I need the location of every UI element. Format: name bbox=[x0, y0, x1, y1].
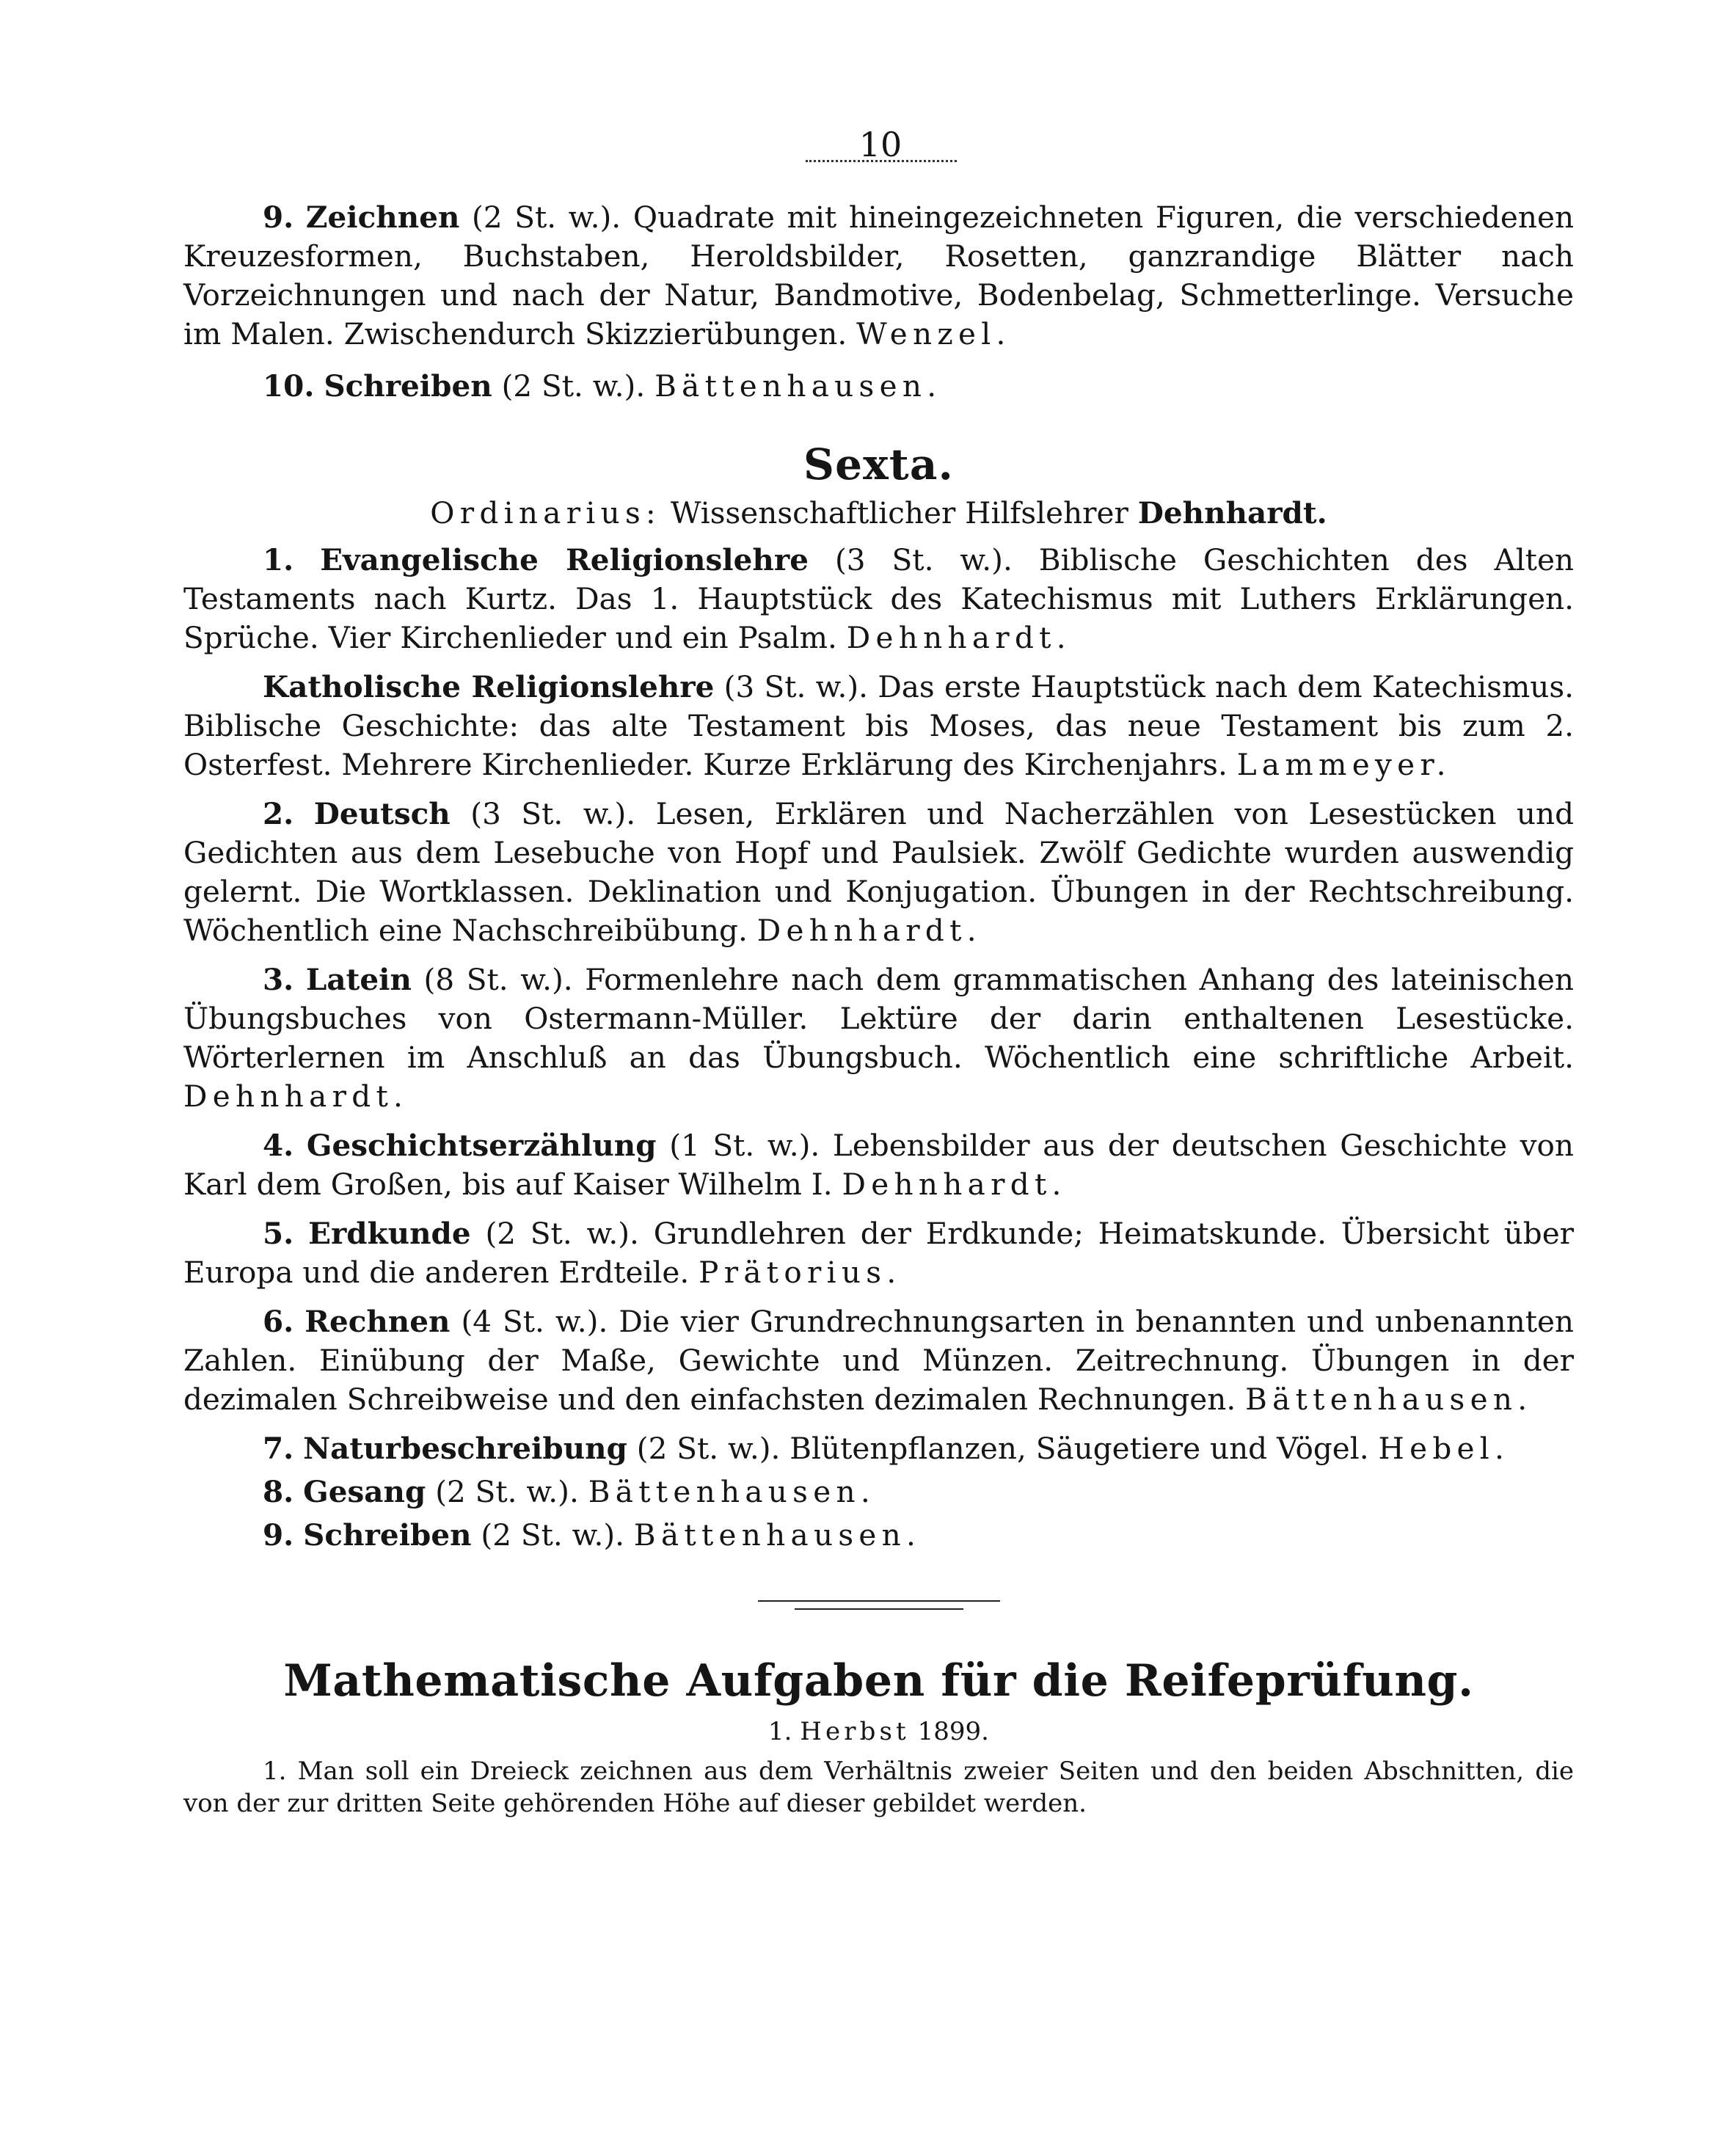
term-year: 1899. bbox=[917, 1717, 989, 1746]
teacher-name: Hebel. bbox=[1378, 1431, 1510, 1466]
teacher-name: Bättenhausen. bbox=[1245, 1382, 1533, 1417]
sexta-item-9 bbox=[183, 1516, 1574, 1555]
quinta-drawing-paragraph bbox=[183, 198, 1574, 354]
sexta-item-3 bbox=[183, 960, 1574, 1116]
exam-section-title: Mathematische Aufgaben für die Reifeprüfung. bbox=[283, 1655, 1474, 1707]
subject-name: Deutsch bbox=[313, 796, 451, 831]
teacher-name: Dehnhardt. bbox=[842, 1167, 1067, 1202]
teacher-name: Lammeyer. bbox=[1236, 747, 1451, 782]
sexta-item-4 bbox=[183, 1126, 1574, 1204]
item-number: 2. bbox=[263, 796, 294, 831]
teacher-name: Dehnhardt. bbox=[183, 1079, 409, 1114]
description: Lesen, Erklären und Nacherzählen von Lesestücken und Gedichten aus dem Lesebuche von Hopf und Paulsiek. Zwölf Gedichte wurden auswendig gelernt. Die Wortklassen. Deklination und Konjugation. Übungen in der Rechtschreibung. Wöchentlich eine Nachschreibübung. bbox=[183, 796, 1575, 948]
teacher-name: Dehnhardt. bbox=[846, 620, 1071, 655]
hours: (3 St. w.). bbox=[834, 542, 1013, 577]
item-number: 1. bbox=[263, 542, 294, 577]
subject-name: Geschichtserzählung bbox=[306, 1128, 657, 1163]
sexta-item-2 bbox=[183, 795, 1574, 950]
subject-name: Naturbeschreibung bbox=[303, 1431, 627, 1466]
hours: (2 St. w.). bbox=[501, 368, 646, 404]
subject-name: Katholische Religionslehre bbox=[263, 669, 715, 704]
hours: (3 St. w.). bbox=[723, 669, 869, 704]
sexta-item-8 bbox=[183, 1473, 1574, 1511]
description: Quadrate mit hineingezeichneten Figuren, die verschiedenen Kreuzesformen, Buchstaben, Heroldsbilder, Rosetten, ganzrandige Blätter nach Vorzeichnungen und nach der Natur, Bandmotive, Bodenbelag, Schmetterlinge. Versuche im Malen. Zwischendurch Skizzierübungen. bbox=[183, 200, 1575, 351]
teacher-name: Bättenhausen. bbox=[633, 1517, 922, 1553]
subject-name: Rechnen bbox=[304, 1304, 451, 1339]
subject-name: Schreiben bbox=[303, 1517, 472, 1553]
subject-name: Latein bbox=[305, 962, 412, 997]
sexta-item-catholic bbox=[183, 668, 1574, 784]
hours: (2 St. w.). bbox=[636, 1431, 781, 1466]
description: Die vier Grundrechnungsarten in benannten und unbenannten Zahlen. Einübung der Maße, Gewichte und Münzen. Zeitrechnung. Übungen in der dezimalen Schreibweise und den einfachsten dezimalen Rechnungen. bbox=[183, 1304, 1575, 1417]
hours: (2 St. w.). bbox=[435, 1474, 579, 1509]
description: Formenlehre nach dem grammatischen Anhang des lateinischen Übungsbuches von Ostermann-Müller. Lektüre der darin enthaltenen Lesestücke. Wörterlernen im Anschluß an das Übungsbuch. Wöchentlich eine schriftliche Arbeit. bbox=[183, 962, 1574, 1075]
hours: (1 St. w.). bbox=[669, 1128, 820, 1163]
description: Blütenpflanzen, Säugetiere und Vögel. bbox=[789, 1431, 1369, 1466]
teacher-name: Bättenhausen. bbox=[654, 368, 942, 404]
item-number: 10. bbox=[263, 368, 315, 404]
ordinarius-label: Ordinarius: bbox=[430, 495, 661, 530]
ordinarius-line bbox=[183, 495, 1574, 530]
description: Biblische Geschichten des Alten Testaments nach Kurtz. Das 1. Hauptstück des Katechismus mit Luthers Erklärungen. Sprüche. Vier Kirchenlieder und ein Psalm. bbox=[183, 542, 1575, 655]
item-number: 6. bbox=[263, 1304, 294, 1339]
item-number: 9. bbox=[263, 1517, 294, 1553]
sexta-item-7 bbox=[183, 1429, 1574, 1468]
description: Grundlehren der Erdkunde; Heimatskunde. Übersicht über Europa und die anderen Erdteile. bbox=[183, 1216, 1575, 1290]
exam-task-1: 1. Man soll ein Dreieck zeichnen aus dem Verhältnis zweier Seiten und den beiden Abschnitten, die von der zur dritten Seite gehörenden Höhe auf dieser gebildet werden. bbox=[183, 1757, 1574, 1818]
item-number: 3. bbox=[263, 962, 294, 997]
hours: (4 St. w.). bbox=[461, 1304, 608, 1339]
section-divider-rule bbox=[758, 1600, 1000, 1602]
sexta-item-6 bbox=[183, 1302, 1574, 1419]
teacher-name: Bättenhausen. bbox=[588, 1474, 876, 1509]
item-number: 8. bbox=[263, 1474, 294, 1509]
subject-name: Zeichnen bbox=[305, 200, 460, 235]
quinta-writing-paragraph bbox=[183, 367, 1574, 406]
term-label: Herbst bbox=[800, 1717, 910, 1746]
teacher-name: Dehnhardt. bbox=[756, 913, 982, 948]
item-number: 9. bbox=[263, 200, 294, 235]
teacher-name: Prätorius. bbox=[699, 1255, 902, 1290]
description: Lebensbilder aus der deutschen Geschichte von Karl dem Großen, bis auf Kaiser Wilhelm I. bbox=[183, 1128, 1575, 1202]
exam-term bbox=[183, 1717, 1574, 1746]
subject-name: Erdkunde bbox=[308, 1216, 471, 1251]
subject-name: Gesang bbox=[303, 1474, 426, 1509]
sexta-item-1 bbox=[183, 541, 1574, 657]
section-divider-rule-short bbox=[795, 1608, 963, 1610]
hours: (8 St. w.). bbox=[423, 962, 573, 997]
hours: (2 St. w.). bbox=[472, 200, 621, 235]
sexta-item-5 bbox=[183, 1214, 1574, 1292]
subject-name: Evangelische Religionslehre bbox=[320, 542, 809, 577]
hours: (2 St. w.). bbox=[485, 1216, 639, 1251]
ordinarius-name: Dehnhardt. bbox=[1137, 495, 1327, 530]
ordinarius-text: Wissenschaftlicher Hilfslehrer bbox=[670, 495, 1128, 530]
description: Das erste Hauptstück nach dem Katechismus. Biblische Geschichte: das alte Testament bis Moses, das neue Testament bis zum 2. Osterfest. Mehrere Kirchenlieder. Kurze Erklärung des Kirchenjahrs. bbox=[183, 669, 1575, 782]
term-number: 1. bbox=[768, 1717, 792, 1746]
hours: (3 St. w.). bbox=[470, 796, 636, 831]
hours: (2 St. w.). bbox=[481, 1517, 625, 1553]
subject-name: Schreiben bbox=[324, 368, 492, 404]
teacher-name: Wenzel. bbox=[856, 316, 1011, 351]
item-number: 4. bbox=[263, 1128, 294, 1163]
page-number: 10 bbox=[858, 125, 902, 164]
section-title-sexta: Sexta. bbox=[803, 440, 954, 489]
page-number-ornament bbox=[806, 160, 957, 162]
page-content bbox=[183, 198, 1574, 1820]
item-number: 5. bbox=[263, 1216, 294, 1251]
item-number: 7. bbox=[263, 1431, 294, 1466]
